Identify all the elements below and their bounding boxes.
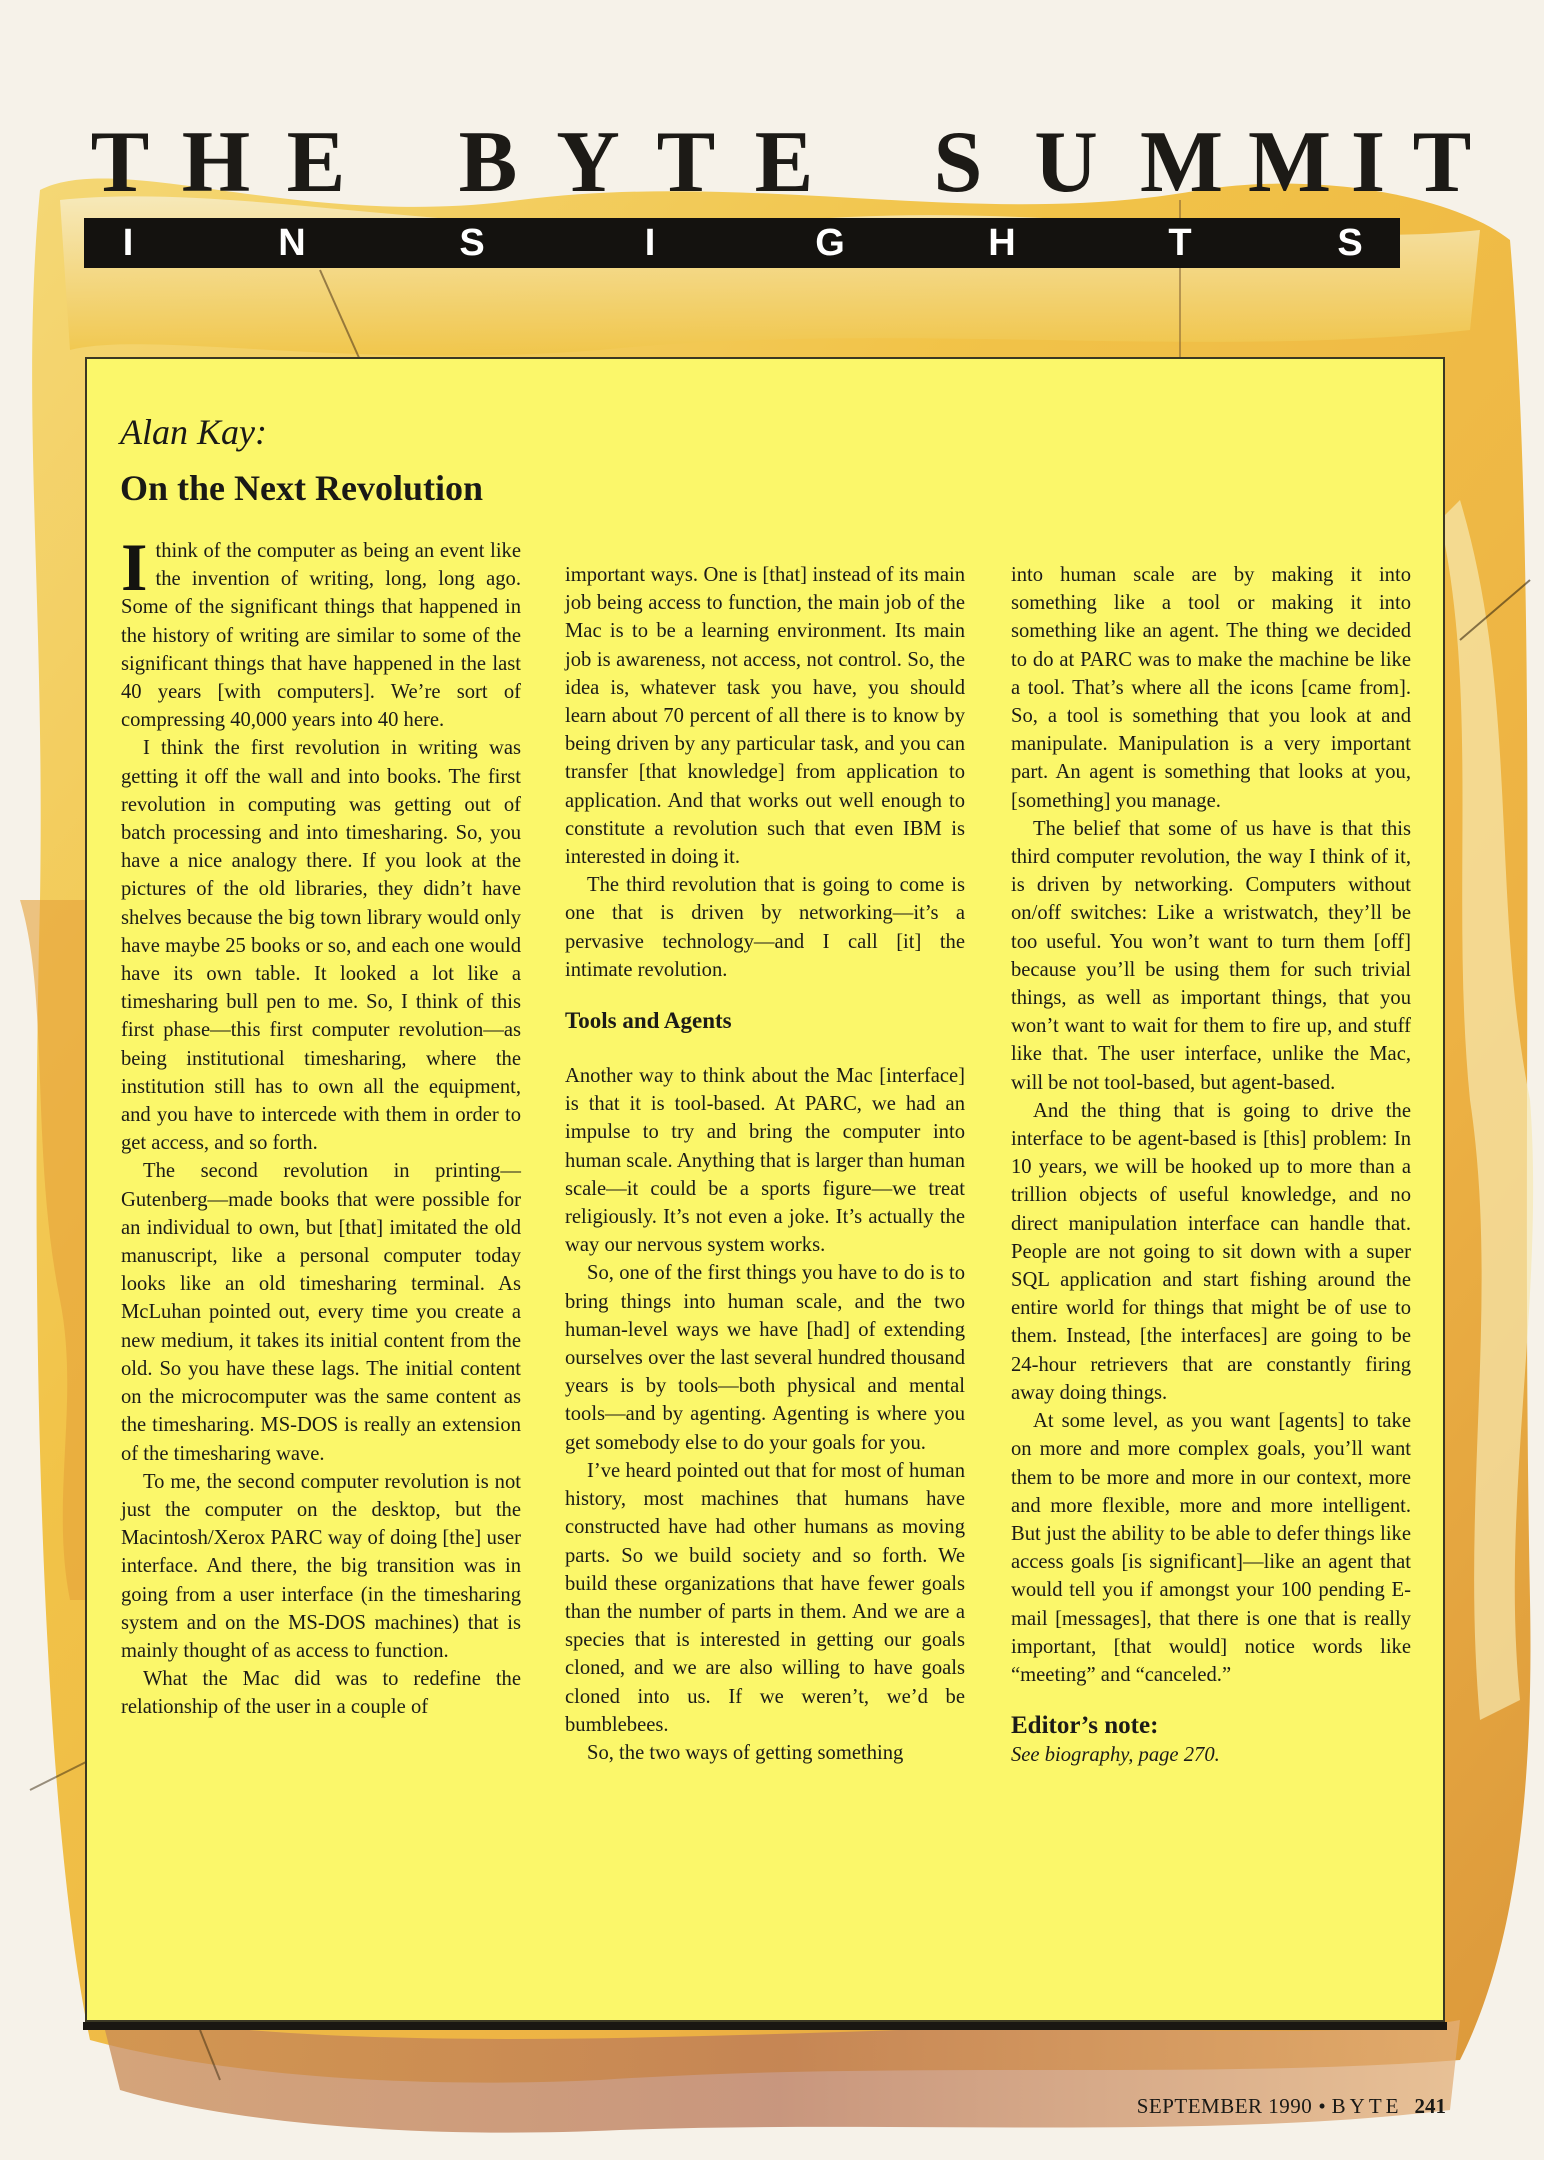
page-number: 241 xyxy=(1414,2094,1446,2118)
article-column-3 xyxy=(1011,561,1411,1769)
article-box xyxy=(85,357,1445,2022)
article-paragraph xyxy=(121,529,521,734)
insights-letter: N xyxy=(278,222,306,264)
masthead-letter: U xyxy=(1034,114,1098,211)
article-paragraph: into human scale are by making it into something like a tool or making it into something like an agent. The thing we decided to do at PARC was to make the machine be like a tool. That’s where all the icons [came from]. So, a tool is something that you look at and manipulate. Manipulation is a very important part. An agent is something that looks at you, [something] you manage. xyxy=(1011,564,1411,812)
article-paragraph: What the Mac did was to redefine the relationship of the user in a couple of xyxy=(121,1668,521,1719)
footer-separator: • xyxy=(1318,2094,1326,2118)
issue-date: SEPTEMBER 1990 xyxy=(1136,2094,1313,2118)
drop-cap: I xyxy=(121,529,148,605)
editor-note-body: See biography, page 270. xyxy=(1011,1744,1220,1767)
masthead-title xyxy=(80,114,1472,211)
paragraph-text: think of the computer as being an event like the invention of writing, long, long ago. Some of the significant things that happened in the history of writing are similar to some of the significant things that have happened in the last 40 years [with computers]. We’re sort of compressing 40,000 years into 40 here. xyxy=(121,540,521,732)
masthead-letter: E xyxy=(754,114,814,211)
article-paragraph: So, the two ways of getting something xyxy=(587,1741,904,1764)
masthead-letter: T xyxy=(656,114,716,211)
masthead-letter: S xyxy=(933,114,983,211)
article-paragraph: So, one of the first things you have to do is to bring things into human scale, and the two human-level ways we have [had] of extending ourselves over the last several hundred thousand years is by tools—both physical and mental tools—and by agenting. Agenting is where you get somebody else to do your goals for you. xyxy=(565,1262,965,1454)
article-paragraph: The third revolution that is going to come is one that is driven by networking—it’s a pervasive technology—and I call [it] the intimate revolution. xyxy=(565,874,965,981)
article-paragraph: And the thing that is going to drive the interface to be agent-based is [this] problem: In 10 years, we will be hooked up to more than a trillion objects of useful knowledge, and no direct manipulation interface can handle that. People are not going to sit down with a super SQL application and start fishing around the entire world for things that might be of use to them. Instead, [the interfaces] are going to be 24-hour retrievers that are constantly firing away doing things. xyxy=(1011,1099,1411,1404)
editor-note-heading: Editor’s note: xyxy=(1011,1712,1159,1740)
insights-letter: I xyxy=(122,222,134,264)
insights-letter: H xyxy=(988,222,1016,264)
masthead-letter: M xyxy=(1248,114,1332,211)
article-paragraph: Another way to think about the Mac [interface] is that it is tool-based. At PARC, we had an impulse to try and bring the computer into human scale. Anything that is larger than human scale—it could be a sports figure—we treat religiously. It’s not even a joke. It’s actually the way our nervous system works. xyxy=(565,1065,965,1257)
insights-banner xyxy=(84,218,1400,268)
article-paragraph: The second revolution in printing—Gutenberg—made books that were possible for an individual to own, but [that] imitated the old manuscript, like a personal computer today looks like an old timesharing terminal. As McLuhan pointed out, every time you create a new medium, it takes its initial content from the old. So you have these lags. The initial content on the microcomputer was the same content as the timesharing. MS-DOS is really an extension of the timesharing wave. xyxy=(121,1160,521,1465)
insights-letter: G xyxy=(815,222,845,264)
article-paragraph: To me, the second computer revolution is not just the computer on the desktop, but the Macintosh/Xerox PARC way of doing [the] user interface. And there, the big transition was in going from a user interface (in the timesharing system and on the MS-DOS machines) that is mainly thought of as access to function. xyxy=(121,1470,521,1662)
masthead-letter: T xyxy=(90,114,150,211)
article-paragraph: I’ve heard pointed out that for most of human history, most machines that humans have constructed have had other humans as moving parts. So we build society and so forth. We build these organizations that have fewer goals than the number of parts in them. And we are a species that is interested in getting our goals cloned, and we are also willing to have goals cloned into us. If we weren’t, we’d be bumblebees. xyxy=(565,1459,965,1736)
article-column-2 xyxy=(565,561,965,1767)
masthead-letter: E xyxy=(286,114,346,211)
masthead-letter: B xyxy=(458,114,518,211)
magazine-name: BYTE xyxy=(1331,2094,1403,2118)
masthead-letter: T xyxy=(1412,114,1472,211)
insights-letter: S xyxy=(1337,222,1363,264)
article-title: On the Next Revolution xyxy=(120,468,483,508)
insights-letter: S xyxy=(459,222,485,264)
article-paragraph: I think the first revolution in writing was getting it off the wall and into books. The first revolution in computing was getting out of batch processing and into timesharing. So, you have a nice analogy there. If you look at the pictures of the old libraries, they didn’t have shelves because the big town library would only have maybe 25 books or so, and each one would have its own table. It looked a lot like a timesharing bull pen to me. So, I think of this first phase—this first computer revolution—as being institutional timesharing, where the institution still has to own all the equipment, and you have to intercede with them in order to get access, and so forth. xyxy=(121,737,521,1155)
masthead-letter: Y xyxy=(556,114,620,211)
masthead-letter: H xyxy=(181,114,251,211)
insights-letter: I xyxy=(644,222,656,264)
insights-letter: T xyxy=(1168,222,1192,264)
section-heading: Tools and Agents xyxy=(565,1008,732,1034)
article-paragraph: At some level, as you want [agents] to take on more and more complex goals, you’ll want them to be more and more in our context, more and more flexible, more and more intelligent. But just the ability to be able to defer things like access goals [is significant]—like an agent that would tell you if amongst your 100 pending E-mail [messages], that there is one that is really important, [that would] notice words like “meeting” and “canceled.” xyxy=(1011,1410,1411,1686)
author-name: Alan Kay: xyxy=(120,412,267,452)
page-footer xyxy=(1100,2094,1446,2119)
article-paragraph: The belief that some of us have is that this third computer revolution, the way I think of it, is driven by networking. Computers without on/off switches: Like a wristwatch, they’ll be too useful. You won’t want to turn them [off] because you’ll be using them for such trivial things, as well as important things, that you won’t want to wait for them to fire up, and stuff like that. The user interface, unlike the Mac, will be not tool-based, but agent-based. xyxy=(1011,817,1411,1094)
masthead-letter: I xyxy=(1350,114,1386,211)
masthead-letter: M xyxy=(1140,114,1224,211)
article-column-1 xyxy=(121,529,521,1722)
article-paragraph: important ways. One is [that] instead of its main job being access to function, the main job of the Mac is to be a learning environment. Its main job is awareness, not access, not control. So, the idea is, whatever task you have, you should learn about 70 percent of all there is to know by being driven by any particular task, and you can transfer [that knowledge] from application to application. And that works out well enough to constitute a revolution such that even IBM is interested in doing it. xyxy=(565,564,965,869)
